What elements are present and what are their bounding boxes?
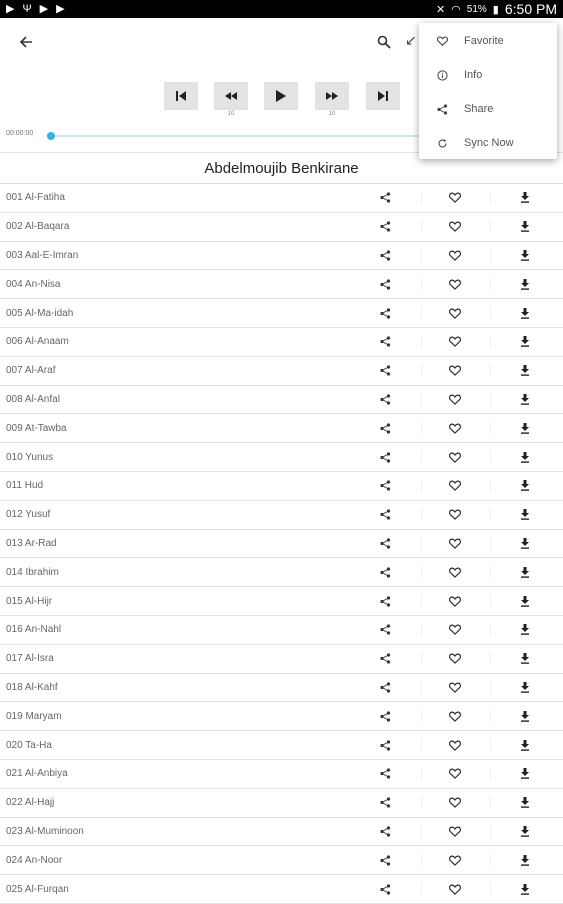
skip-previous-icon [175, 91, 187, 101]
divider [421, 624, 422, 636]
divider [421, 307, 422, 319]
share-icon[interactable] [376, 794, 394, 812]
heart-outline-icon[interactable] [446, 448, 464, 466]
surah-name: 025 Al-Furqan [6, 883, 69, 895]
divider [421, 250, 422, 262]
heart-outline-icon[interactable] [446, 650, 464, 668]
share-icon[interactable] [376, 390, 394, 408]
sync-icon [435, 136, 449, 150]
notification-icons [6, 0, 65, 18]
forward-seconds: 10 [328, 111, 336, 117]
share-icon[interactable] [376, 822, 394, 840]
previous-button[interactable] [164, 82, 198, 110]
share-icon[interactable] [376, 246, 394, 264]
battery-percent: 51% [466, 3, 487, 15]
share-icon[interactable] [376, 304, 394, 322]
status-bar [0, 0, 563, 18]
surah-name: 012 Yusuf [6, 509, 51, 521]
rewind-seconds: 10 [227, 111, 235, 117]
elapsed-time: 00:00:00 [6, 130, 34, 137]
share-icon[interactable] [376, 275, 394, 293]
divider [421, 221, 422, 233]
download-icon[interactable] [516, 333, 534, 351]
divider [421, 509, 422, 521]
surah-name: 004 An-Nisa [6, 278, 61, 290]
divider [490, 307, 491, 319]
rewind-button[interactable] [214, 82, 248, 110]
heart-outline-icon[interactable] [446, 851, 464, 869]
share-icon[interactable] [376, 534, 394, 552]
download-icon[interactable] [516, 563, 534, 581]
surah-name: 015 Al-Hijr [6, 595, 53, 607]
surah-name: 005 Al-Ma-idah [6, 307, 74, 319]
heart-outline-icon[interactable] [446, 246, 464, 264]
battery-icon: ▮ [492, 3, 499, 16]
list-item[interactable] [0, 818, 563, 847]
surah-name: 016 An-Nahl [6, 624, 62, 636]
menu-item-sync-now[interactable] [419, 126, 557, 160]
heart-outline-icon[interactable] [446, 362, 464, 380]
share-icon[interactable] [376, 563, 394, 581]
surah-name: 020 Ta-Ha [6, 739, 52, 751]
divider [421, 653, 422, 665]
list-item[interactable] [0, 386, 563, 415]
seek-thumb[interactable] [47, 132, 55, 140]
media-icon: ▶ [39, 3, 49, 15]
divider [421, 566, 422, 578]
surah-name: 007 Al-Araf [6, 365, 56, 377]
seek-track[interactable] [50, 135, 420, 137]
menu-item-share[interactable] [419, 92, 557, 126]
heart-outline-icon[interactable] [446, 534, 464, 552]
usb-icon: Ψ [22, 3, 32, 15]
list-item[interactable] [0, 789, 563, 818]
list-item[interactable] [0, 443, 563, 472]
download-icon[interactable] [516, 621, 534, 639]
heart-outline-icon[interactable] [446, 419, 464, 437]
surah-name: 002 Al-Baqara [6, 221, 70, 233]
download-icon[interactable] [516, 707, 534, 725]
heart-outline-icon[interactable] [446, 736, 464, 754]
share-icon[interactable] [376, 707, 394, 725]
divider [421, 710, 422, 722]
heart-outline-icon[interactable] [446, 390, 464, 408]
list-item[interactable] [0, 645, 563, 674]
download-icon[interactable] [516, 534, 534, 552]
surah-name: 006 Al-Anaam [6, 336, 69, 348]
share-icon[interactable] [376, 448, 394, 466]
surah-name: 021 Al-Anbiya [6, 768, 68, 780]
divider [490, 250, 491, 262]
surah-name: 009 At-Tawba [6, 422, 67, 434]
download-icon[interactable] [516, 765, 534, 783]
list-item[interactable] [0, 472, 563, 501]
divider [490, 221, 491, 233]
overflow-menu [419, 23, 557, 159]
play-icon [276, 90, 286, 102]
divider [490, 710, 491, 722]
download-icon[interactable] [516, 362, 534, 380]
list-item[interactable] [0, 846, 563, 875]
heart-outline-icon[interactable] [446, 707, 464, 725]
skip-next-icon [377, 91, 389, 101]
menu-item-favorite[interactable] [419, 24, 557, 58]
divider [490, 797, 491, 809]
download-icon[interactable] [516, 304, 534, 322]
divider [421, 797, 422, 809]
divider [421, 394, 422, 406]
divider [421, 768, 422, 780]
download-icon[interactable] [516, 477, 534, 495]
download-icon[interactable] [516, 678, 534, 696]
share-icon[interactable] [376, 218, 394, 236]
share-icon [435, 102, 449, 116]
surah-name: 022 Al-Hajj [6, 797, 55, 809]
heart-outline-icon[interactable] [446, 333, 464, 351]
share-icon[interactable] [376, 621, 394, 639]
divider [421, 538, 422, 550]
list-item[interactable] [0, 760, 563, 789]
share-icon[interactable] [376, 650, 394, 668]
media-icon: ▶ [56, 3, 65, 15]
menu-item-label: Share [464, 103, 494, 115]
divider [421, 739, 422, 751]
surah-name: 017 Al-Isra [6, 653, 54, 665]
surah-name: 001 Al-Fatiha [6, 192, 65, 204]
divider [421, 595, 422, 607]
heart-outline-icon[interactable] [446, 880, 464, 898]
share-icon[interactable] [376, 506, 394, 524]
divider [490, 538, 491, 550]
divider [490, 768, 491, 780]
heart-outline-icon[interactable] [446, 765, 464, 783]
divider [490, 278, 491, 290]
play-store-icon: ▶ [6, 3, 15, 15]
divider [490, 739, 491, 751]
play-button[interactable] [264, 82, 298, 110]
download-icon[interactable] [516, 448, 534, 466]
divider [490, 682, 491, 694]
heart-outline-icon[interactable] [446, 506, 464, 524]
surah-name: 010 Yunus [6, 451, 54, 463]
clock: 6:50 PM [504, 1, 557, 17]
divider [421, 883, 422, 895]
reciter-title: Abdelmoujib Benkirane [0, 152, 563, 184]
list-item[interactable] [0, 213, 563, 242]
menu-item-label: Favorite [464, 35, 504, 47]
share-icon[interactable] [376, 333, 394, 351]
surah-name: 008 Al-Anfal [6, 393, 60, 405]
heart-outline-icon[interactable] [446, 304, 464, 322]
list-item[interactable] [0, 414, 563, 443]
share-icon[interactable] [376, 189, 394, 207]
heart-outline-icon[interactable] [446, 794, 464, 812]
divider [421, 365, 422, 377]
share-icon[interactable] [376, 851, 394, 869]
heart-outline-icon[interactable] [446, 822, 464, 840]
list-item[interactable] [0, 184, 563, 213]
arrow-left-icon [19, 35, 33, 49]
heart-outline-icon[interactable] [446, 218, 464, 236]
divider [421, 826, 422, 838]
download-icon[interactable] [516, 189, 534, 207]
download-icon[interactable] [516, 592, 534, 610]
divider [490, 192, 491, 204]
download-icon[interactable] [516, 822, 534, 840]
share-icon[interactable] [376, 678, 394, 696]
divider [421, 336, 422, 348]
divider [490, 336, 491, 348]
list-item[interactable] [0, 731, 563, 760]
list-item[interactable] [0, 242, 563, 271]
rewind-icon [225, 92, 237, 100]
download-icon[interactable] [516, 736, 534, 754]
divider [421, 192, 422, 204]
list-item[interactable] [0, 501, 563, 530]
divider [421, 682, 422, 694]
heart-outline-icon[interactable] [446, 592, 464, 610]
list-item[interactable] [0, 587, 563, 616]
divider [490, 509, 491, 521]
divider [421, 422, 422, 434]
surah-name: 013 Ar-Rad [6, 537, 57, 549]
heart-outline-icon[interactable] [446, 621, 464, 639]
partially-hidden-icon[interactable]: ↙ [405, 32, 417, 48]
surah-list [0, 184, 563, 904]
divider [490, 394, 491, 406]
list-item[interactable] [0, 270, 563, 299]
divider [490, 480, 491, 492]
forward-button[interactable] [315, 82, 349, 110]
heart-outline-icon[interactable] [446, 275, 464, 293]
wifi-icon: ◠ [451, 3, 461, 16]
share-icon[interactable] [376, 477, 394, 495]
surah-name: 019 Maryam [6, 710, 62, 722]
menu-item-label: Sync Now [464, 137, 514, 149]
divider [490, 422, 491, 434]
surah-name: 003 Aal-E-Imran [6, 249, 79, 261]
list-item[interactable] [0, 357, 563, 386]
surah-name: 011 Hud [6, 480, 44, 492]
divider [490, 451, 491, 463]
share-icon[interactable] [376, 880, 394, 898]
surah-name: 018 Al-Kahf [6, 681, 58, 693]
fast-forward-icon [326, 92, 338, 100]
divider [490, 653, 491, 665]
divider [490, 854, 491, 866]
next-button[interactable] [366, 82, 400, 110]
divider [490, 826, 491, 838]
list-item[interactable] [0, 558, 563, 587]
search-button[interactable] [372, 30, 396, 54]
list-item[interactable] [0, 530, 563, 559]
menu-item-label: Info [464, 69, 483, 81]
divider [490, 883, 491, 895]
share-icon[interactable] [376, 592, 394, 610]
divider [421, 451, 422, 463]
download-icon[interactable] [516, 246, 534, 264]
info-icon [435, 68, 449, 82]
system-icons [436, 1, 557, 17]
download-icon[interactable] [516, 794, 534, 812]
divider [421, 854, 422, 866]
list-item[interactable] [0, 299, 563, 328]
divider [490, 595, 491, 607]
list-item[interactable] [0, 702, 563, 731]
surah-name: 023 Al-Muminoon [6, 825, 84, 837]
menu-item-info[interactable] [419, 58, 557, 92]
search-icon [377, 35, 391, 49]
back-button[interactable] [14, 30, 38, 54]
download-icon[interactable] [516, 650, 534, 668]
share-icon[interactable] [376, 736, 394, 754]
divider [490, 624, 491, 636]
download-icon[interactable] [516, 218, 534, 236]
share-icon[interactable] [376, 419, 394, 437]
mute-icon: ✕ [435, 3, 446, 16]
download-icon[interactable] [516, 419, 534, 437]
list-item[interactable] [0, 616, 563, 645]
share-icon[interactable] [376, 362, 394, 380]
list-item[interactable] [0, 674, 563, 703]
download-icon[interactable] [516, 851, 534, 869]
download-icon[interactable] [516, 880, 534, 898]
surah-name: 014 Ibrahim [6, 566, 59, 578]
heart-outline-icon[interactable] [446, 678, 464, 696]
surah-name: 024 An-Noor [6, 854, 63, 866]
download-icon[interactable] [516, 390, 534, 408]
heart-outline-icon[interactable] [446, 477, 464, 495]
heart-outline-icon [435, 34, 449, 48]
divider [421, 278, 422, 290]
download-icon[interactable] [516, 275, 534, 293]
list-item[interactable] [0, 328, 563, 357]
divider [421, 480, 422, 492]
divider [490, 566, 491, 578]
share-icon[interactable] [376, 765, 394, 783]
heart-outline-icon[interactable] [446, 563, 464, 581]
divider [490, 365, 491, 377]
heart-outline-icon[interactable] [446, 189, 464, 207]
download-icon[interactable] [516, 506, 534, 524]
